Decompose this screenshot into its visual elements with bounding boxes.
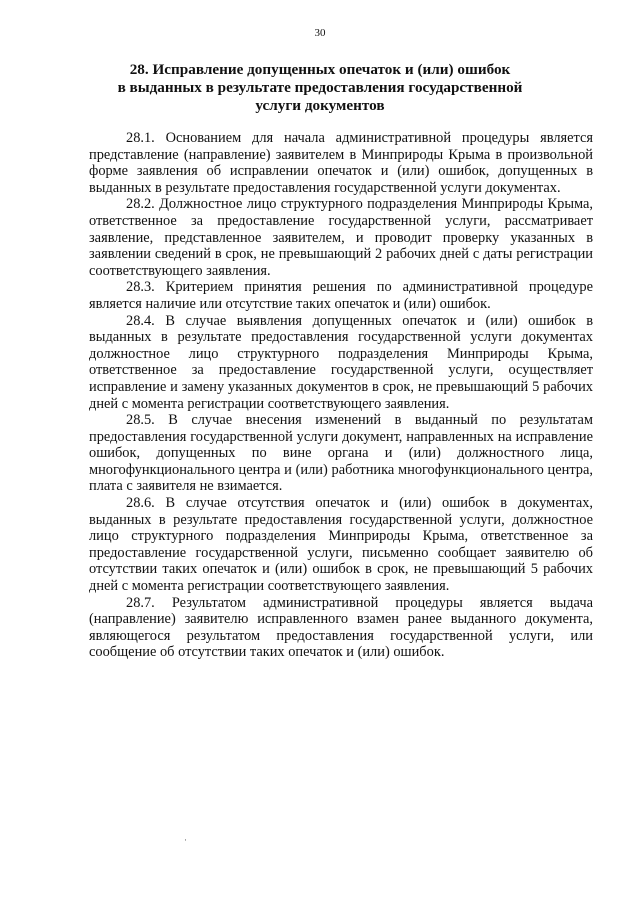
page-number: 30 [314,27,326,39]
section-title-line-3: услуги документов [255,97,385,114]
section-title [80,61,560,115]
paragraph-28-2: 28.2. Должностное лицо структурного подразделения Минприроды Крыма, ответственное за предоставление государственной услуги, рассматривает заявление, представленное заявителем, и проводит проверку указанных в заявлении сведений в срок, не превышающий 2 рабочих дней с даты регистрации соответствующего заявления. [89,196,593,279]
document-body [89,130,593,661]
paragraph-28-1: 28.1. Основанием для начала административной процедуры является представление (направление) заявителем в Минприроды Крыма в произвольной форме заявления об исправлении опечаток и (или) ошибок, допущенных в выданных в результате предоставления государственной услуги документах. [89,130,593,196]
paragraph-28-3: 28.3. Критерием принятия решения по административной процедуре является наличие или отсутствие таких опечаток и (или) ошибок. [89,279,593,312]
paragraph-28-7: 28.7. Результатом административной процедуры является выдача (направление) заявителю исправленного взамен ранее выданного документа, являющегося результатом предоставления государственной услуги, или сообщение об отсутствии таких опечаток и (или) ошибок. [89,594,593,661]
paragraph-28-5: 28.5. В случае внесения изменений в выданный по результатам предоставления государственной услуги документ, направленных на исправление ошибок, допущенных по вине органа и (или) должностного лица, многофункционального центра и (или) работника многофункционального центра, плата с заявителя не взимается. [89,412,593,495]
paragraph-28-6: 28.6. В случае отсутствия опечаток и (или) ошибок в документах, выданных в результате предоставления государственной услуги, должностное лицо структурного подразделения Минприроды Крыма, ответственное за предоставление государственной услуги, письменно сообщает заявителю об отсутствии таких опечаток и (или) ошибок в срок, не превышающий 5 рабочих дней с момента регистрации соответствующего заявления. [89,495,593,595]
scan-speck: · [184,835,187,845]
section-title-line-1: 28. Исправление допущенных опечаток и (или) ошибок [129,61,511,78]
section-title-line-2: в выданных в результате предоставления государственной [117,79,523,96]
paragraph-28-4: 28.4. В случае выявления допущенных опечаток и (или) ошибок в выданных в результате предоставления государственной услуги документах должностное лицо структурного подразделения Минприроды Крыма, ответственное за предоставление государственной услуги, осуществляет исправление и замену указанных документов в срок, не превышающий 5 рабочих дней с момента регистрации соответствующего заявления. [89,312,593,412]
